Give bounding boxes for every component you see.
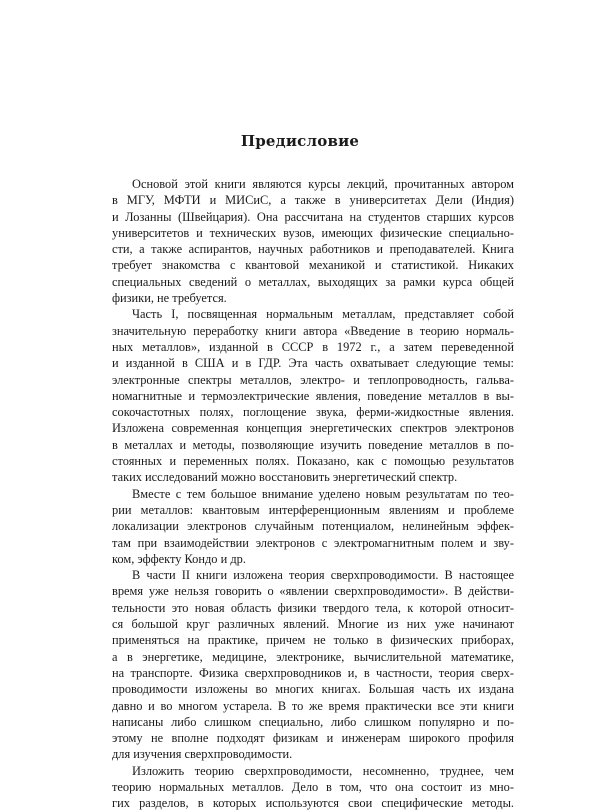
text-line: время уже нельзя говорить о «явлении сверхпроводимости». В действи- xyxy=(112,584,514,599)
text-line: рии металлов: квантовым интерференционным явлениям и проблеме xyxy=(112,502,514,517)
text-line: сокочастотных полях, поглощение звука, ферми-жидкостные явления. xyxy=(112,405,514,420)
text-line: и изданной в США и в ГДР. Эта часть охватывает следующие темы: xyxy=(112,356,514,371)
text-line: в МГУ, МФТИ и МИСиС, а также в университетах Дели (Индия) xyxy=(112,193,514,208)
text-line: ся большой круг различных явлений. Многие из них уже начинают xyxy=(112,617,514,632)
text-line: написаны либо слишком специально, либо слишком популярно и по- xyxy=(112,714,514,729)
text-line: гих разделов, в которых используются свои специфические методы. xyxy=(112,796,514,811)
text-line: В части II книги изложена теория сверхпроводимости. В настоящее xyxy=(132,568,514,583)
text-line: для изучения сверхпроводимости. xyxy=(112,747,293,762)
text-line: локализации электронов случайным потенциалом, нелинейным эффек- xyxy=(112,519,514,534)
text-line: стоянных и переменных полях. Показано, как с помощью результатов xyxy=(112,454,514,469)
text-line: на транспорте. Физика сверхпроводников и, в частности, теория сверх- xyxy=(112,665,514,680)
text-line: давно и во многом устарела. В то же время практически все эти книги xyxy=(112,698,514,713)
text-line: тельности это новая область физики твердого тела, к которой относит- xyxy=(112,600,514,615)
text-line: ных металлов», изданной в СССР в 1972 г., а затем переведенной xyxy=(112,339,514,354)
text-line: а в энергетике, медицине, электронике, вычислительной математике, xyxy=(112,649,514,664)
body-text xyxy=(112,176,514,812)
text-line: там при взаимодействии электронов с электромагнитным полем и зву- xyxy=(112,535,514,550)
text-line: теорию нормальных металлов. Дело в том, что она состоит из мно- xyxy=(112,779,514,794)
text-line: университетов и технических вузов, имеющих физические специально- xyxy=(112,225,514,240)
text-line: Основой этой книги являются курсы лекций, прочитанных автором xyxy=(132,177,514,191)
text-line: применяться на практике, причем не только в физических приборах, xyxy=(112,633,514,648)
text-line: в металлах и методы, позволяющие изучить поведение металлов в по- xyxy=(112,437,514,452)
text-line: специальных сведений о металлах, выходящих за рамки курса общей xyxy=(112,274,514,289)
text-line: требует знакомства с квантовой механикой и статистикой. Никаких xyxy=(112,258,514,273)
text-line: этому не вполне подходят физикам и инженерам широкого профиля xyxy=(112,731,514,746)
page-title: Предисловие xyxy=(240,132,360,150)
text-line: значительную переработку книги автора «Введение в теорию нормаль- xyxy=(112,323,514,338)
text-line: сти, а также аспирантов, научных работников и преподавателей. Книга xyxy=(112,242,514,257)
text-line: и Лозанны (Швейцария). Она рассчитана на студентов старших курсов xyxy=(112,209,514,224)
text-line: Изложить теорию сверхпроводимости, несомненно, труднее, чем xyxy=(132,763,514,778)
text-line: электронные спектры металлов, электро- и теплопроводность, гальва- xyxy=(112,372,514,387)
text-line: таких исследований можно восстановить энергетический спектр. xyxy=(112,470,458,485)
text-line: номагнитные и термоэлектрические явления, поведение металлов в вы- xyxy=(112,388,514,403)
text-line: проводимости изложены во многих книгах. Большая часть их издана xyxy=(112,682,514,697)
text-line: Часть I, посвященная нормальным металлам, представляет собой xyxy=(132,307,514,322)
text-line: ком, эффекту Кондо и др. xyxy=(112,551,246,566)
text-line: Изложена современная концепция энергетических спектров электронов xyxy=(112,421,514,436)
text-line: Вместе с тем большое внимание уделено новым результатам по тео- xyxy=(132,486,514,501)
text-line: физики, не требуется. xyxy=(112,291,227,306)
